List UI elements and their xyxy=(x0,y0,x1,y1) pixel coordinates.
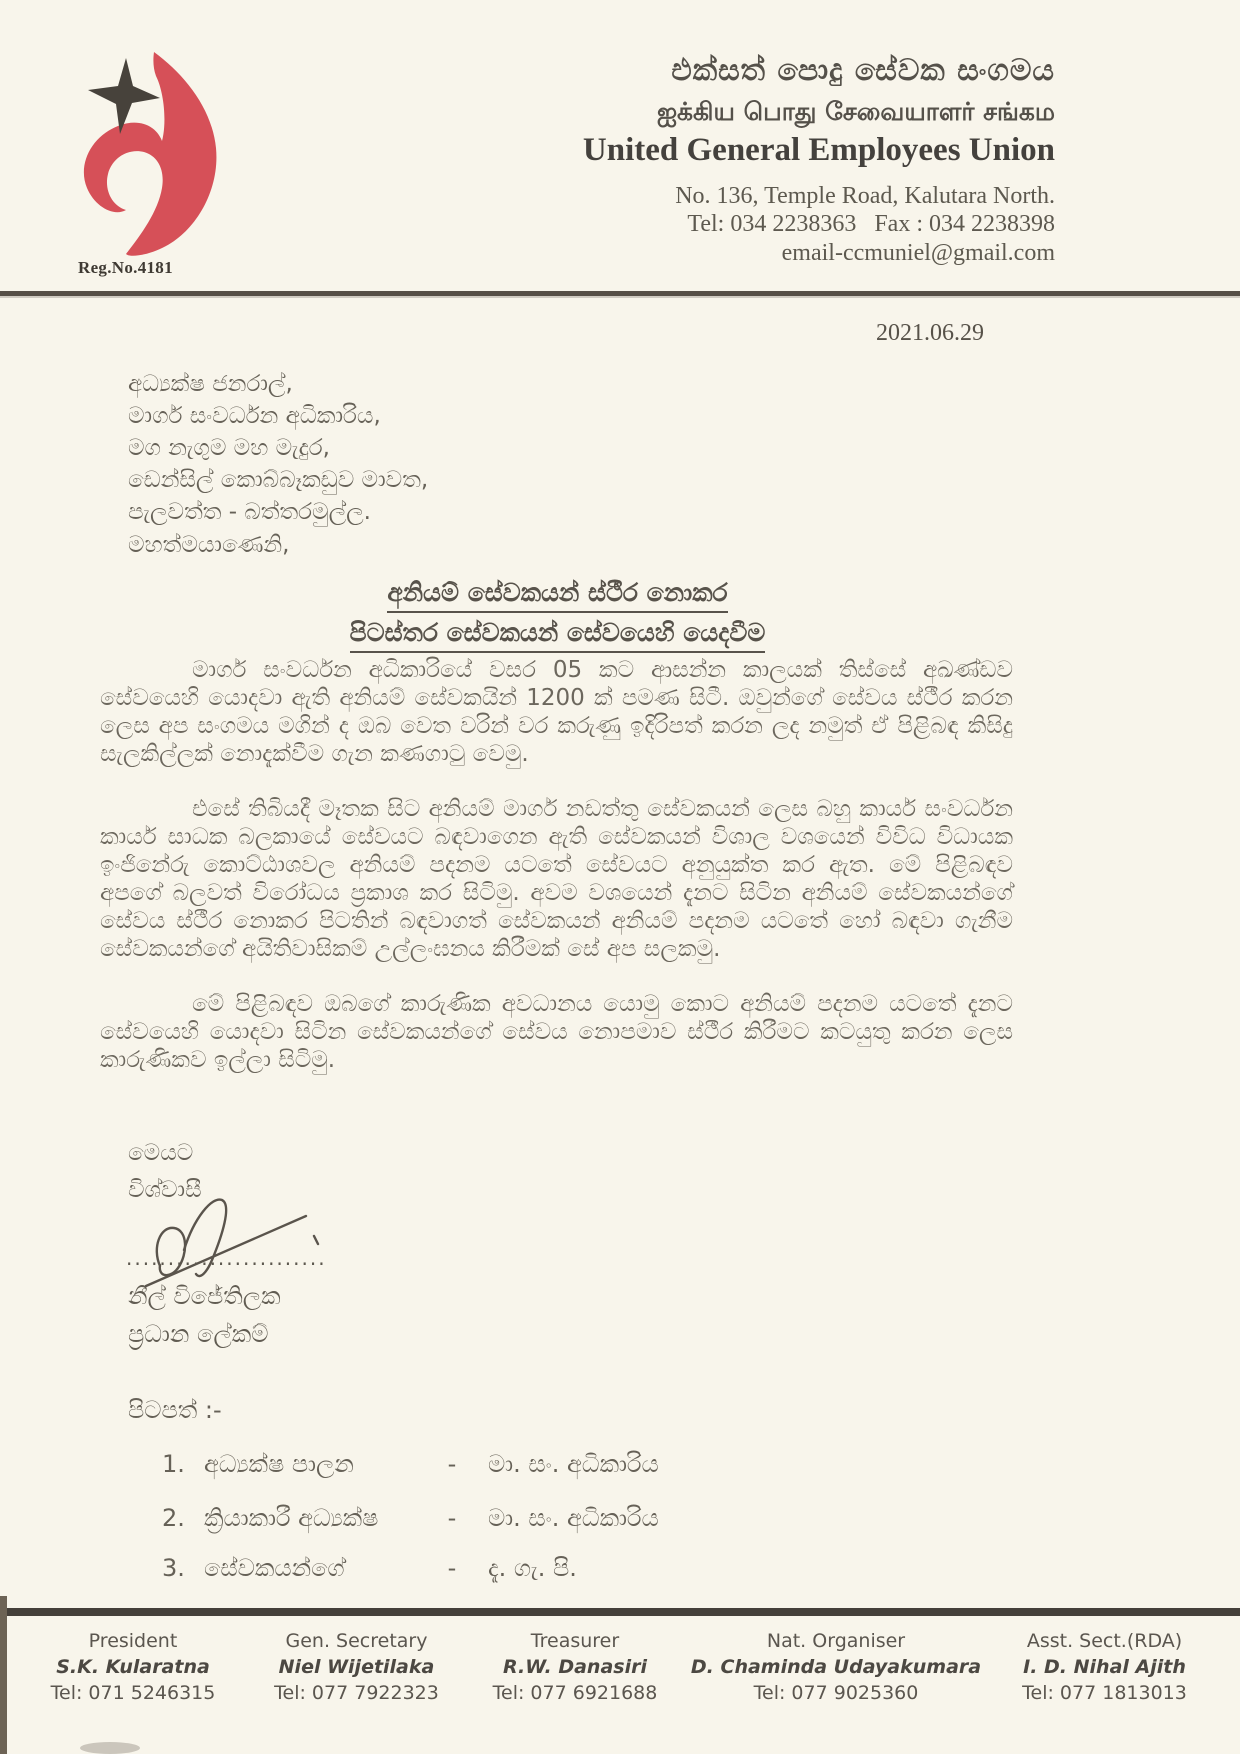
official-name: R.W. Danasiri xyxy=(503,1655,647,1678)
official-name: D. Chaminda Udayakumara xyxy=(690,1655,982,1678)
official-asst-sect-rda xyxy=(997,1630,1212,1704)
subject-line-1: අනියම් සේවකයන් ස්ථීර නොකර xyxy=(387,578,727,613)
copy-destination: මා. සං. අධිකාරිය xyxy=(488,1504,659,1532)
official-name: Niel Wijetilaka xyxy=(278,1655,435,1678)
closing-vishvasi: විශ්වාසී xyxy=(128,1177,202,1203)
official-title: Nat. Organiser xyxy=(766,1630,906,1652)
official-title: Asst. Sect.(RDA) xyxy=(1026,1630,1183,1652)
official-nat-organiser xyxy=(676,1630,996,1704)
official-name: I. D. Nihal Ajith xyxy=(1023,1655,1186,1678)
copy-item xyxy=(162,1554,862,1582)
official-tel: Tel: 077 1813013 xyxy=(1022,1681,1187,1704)
officials-footer xyxy=(28,1630,1212,1704)
official-tel: Tel: 077 7922323 xyxy=(274,1681,439,1704)
paragraph-3: මේ පිළිබඳව ඔබගේ කාරුණික අවධානය යොමු කොට අනියම් පදනම යටතේ දැනට සේවයෙහි යොදවා සිටින සේවකයන්ගේ සේවය නොපමාව ස්ථීර කිරීමට කටයුතු කරන ලෙස කාරුණිකව ඉල්ලා සිටිමු. xyxy=(100,991,1013,1073)
official-title: President xyxy=(88,1630,178,1652)
copy-number: 1. xyxy=(162,1450,185,1478)
logo-flame-shape xyxy=(84,52,217,256)
paragraph-2: එසේ තිබියදී මෑතක සිට අනියම් මාර්ග නඩත්තු සේවකයන් ලෙස බහු කාර්ය සංවර්ධන කාර්ය සාධක බලකායේ සේවයට බඳවාගෙන ඇති සේවකයන් විශාල වශයෙන් විවිධ විධායක ඉංජිනේරු කොට්ඨාශවල අනියම් පදනම යටතේ සේවයට අනුයුක්ත කර ඇත. මේ පිළිබඳව අපගේ බලවත් විරෝධය ප්‍රකාශ කර සිටිමු. අවම වශයෙන් දැනට සිටින අනියම් සේවකයන්ගේ සේවය ස්ථීර නොකර පිටතින් බඳවාගත් සේවකයන් අනියම් පදනම යටතේ හෝ බඳවා ගැනීම සේවකයන්ගේ අයිතිවාසිකම් උල්ලංඝනය කිරීමක් සේ අප සලකමු. xyxy=(100,796,1013,962)
official-name: S.K. Kularatna xyxy=(56,1655,210,1678)
union-logo xyxy=(72,46,234,260)
org-address: No. 136, Temple Road, Kalutara North. xyxy=(675,183,1055,209)
copy-dash: - xyxy=(447,1554,457,1582)
org-name-english: United General Employees Union xyxy=(582,132,1055,168)
logo-star-shape xyxy=(88,58,160,134)
org-email: email-ccmuniel@gmail.com xyxy=(781,239,1055,266)
official-tel: Tel: 077 9025360 xyxy=(753,1681,919,1704)
copy-destination: මා. සං. අධිකාරිය xyxy=(488,1450,659,1478)
org-name-tamil: ஐக்கிய பொது சேவையாளர் சங்கம xyxy=(656,97,1055,126)
subject-line-2: පිටස්තර සේවකයන් සේවයෙහි යෙදවීම xyxy=(350,618,766,653)
letterhead xyxy=(582,53,1055,266)
recipient-address-block xyxy=(128,368,428,528)
scan-smudge-artifact xyxy=(80,1742,140,1754)
letter-body xyxy=(100,656,1013,1101)
official-tel: Tel: 071 5246315 xyxy=(50,1681,216,1704)
registration-number: Reg.No.4181 xyxy=(78,258,173,277)
copy-dash: - xyxy=(447,1450,457,1478)
recipient-line: මග නැගුම මහ මැදුර, xyxy=(128,435,330,461)
official-treasurer xyxy=(475,1630,675,1704)
copies-heading: පිටපත් :- xyxy=(128,1396,222,1424)
official-gen-secretary xyxy=(239,1630,474,1704)
copy-number: 2. xyxy=(162,1504,185,1532)
salutation: මහත්මයාණෙනි, xyxy=(128,532,290,558)
signatory-title: ප්‍රධාන ලේකම් xyxy=(128,1320,269,1348)
copy-label: ක්‍රියාකාරී අධ්‍යක්ෂ xyxy=(204,1504,379,1532)
official-president xyxy=(28,1630,238,1704)
footer-divider-rule xyxy=(0,1608,1240,1616)
official-title: Treasurer xyxy=(530,1630,620,1652)
signatory-name: නීල් විජේතිලක xyxy=(128,1282,281,1310)
subject-block xyxy=(100,578,1015,653)
copy-item xyxy=(162,1450,862,1478)
copy-item xyxy=(162,1504,862,1532)
recipient-line: මාර්ග සංවර්ධන අධිකාරිය, xyxy=(128,403,381,429)
copy-label: අධ්‍යක්ෂ පාලන xyxy=(204,1450,354,1478)
copy-label: සේවකයන්ගේ xyxy=(204,1554,345,1582)
closing-meyata: මෙයට xyxy=(128,1140,194,1166)
signature-dotted-line: ........................ xyxy=(126,1246,327,1270)
union-flame-logo-graphic xyxy=(72,46,234,260)
copy-dash: - xyxy=(447,1504,457,1532)
copy-destination: දැ. ගැ. පි. xyxy=(488,1554,577,1582)
official-title: Gen. Secretary xyxy=(285,1630,428,1652)
official-tel: Tel: 077 6921688 xyxy=(492,1681,658,1704)
signature-scribble xyxy=(138,1188,348,1293)
header-divider-rule xyxy=(0,291,1240,296)
org-tel-fax: Tel: 034 2238363 Fax : 034 2238398 xyxy=(687,211,1055,238)
org-name-sinhala: එක්සත් පොදු සේවක සංගමය xyxy=(671,53,1055,88)
recipient-line: ඩෙන්සිල් කොබ්බෑකඩුව මාවත, xyxy=(128,467,429,493)
paragraph-1: මාර්ග සංවර්ධන අධිකාරියේ වසර 05 කට ආසන්න කාලයක් තිස්සේ අඛණ්ඩව සේවයෙහි යොදවා ඇති අනියම් සේවකයින් 1200 ක් පමණ සිටී. ඔවුන්ගේ සේවය ස්ථීර කරන ලෙස අප සංගමය මගින් ද ඔබ වෙත වරින් වර කරුණු ඉදිරිපත් කරන ලද නමුත් ඒ පිළිබඳ කිසිදු සැලකිල්ලක් නොදැක්වීම ගැන කණගාටු වෙමු. xyxy=(100,657,1013,767)
handwritten-signature xyxy=(138,1188,348,1297)
recipient-line: පැලවත්ත - බත්තරමුල්ල. xyxy=(128,499,371,525)
copy-number: 3. xyxy=(162,1554,185,1582)
recipient-line: අධ්‍යක්ෂ ජනරාල්, xyxy=(128,371,293,397)
letter-date: 2021.06.29 xyxy=(876,320,984,346)
scan-edge-artifact xyxy=(0,1596,7,1754)
